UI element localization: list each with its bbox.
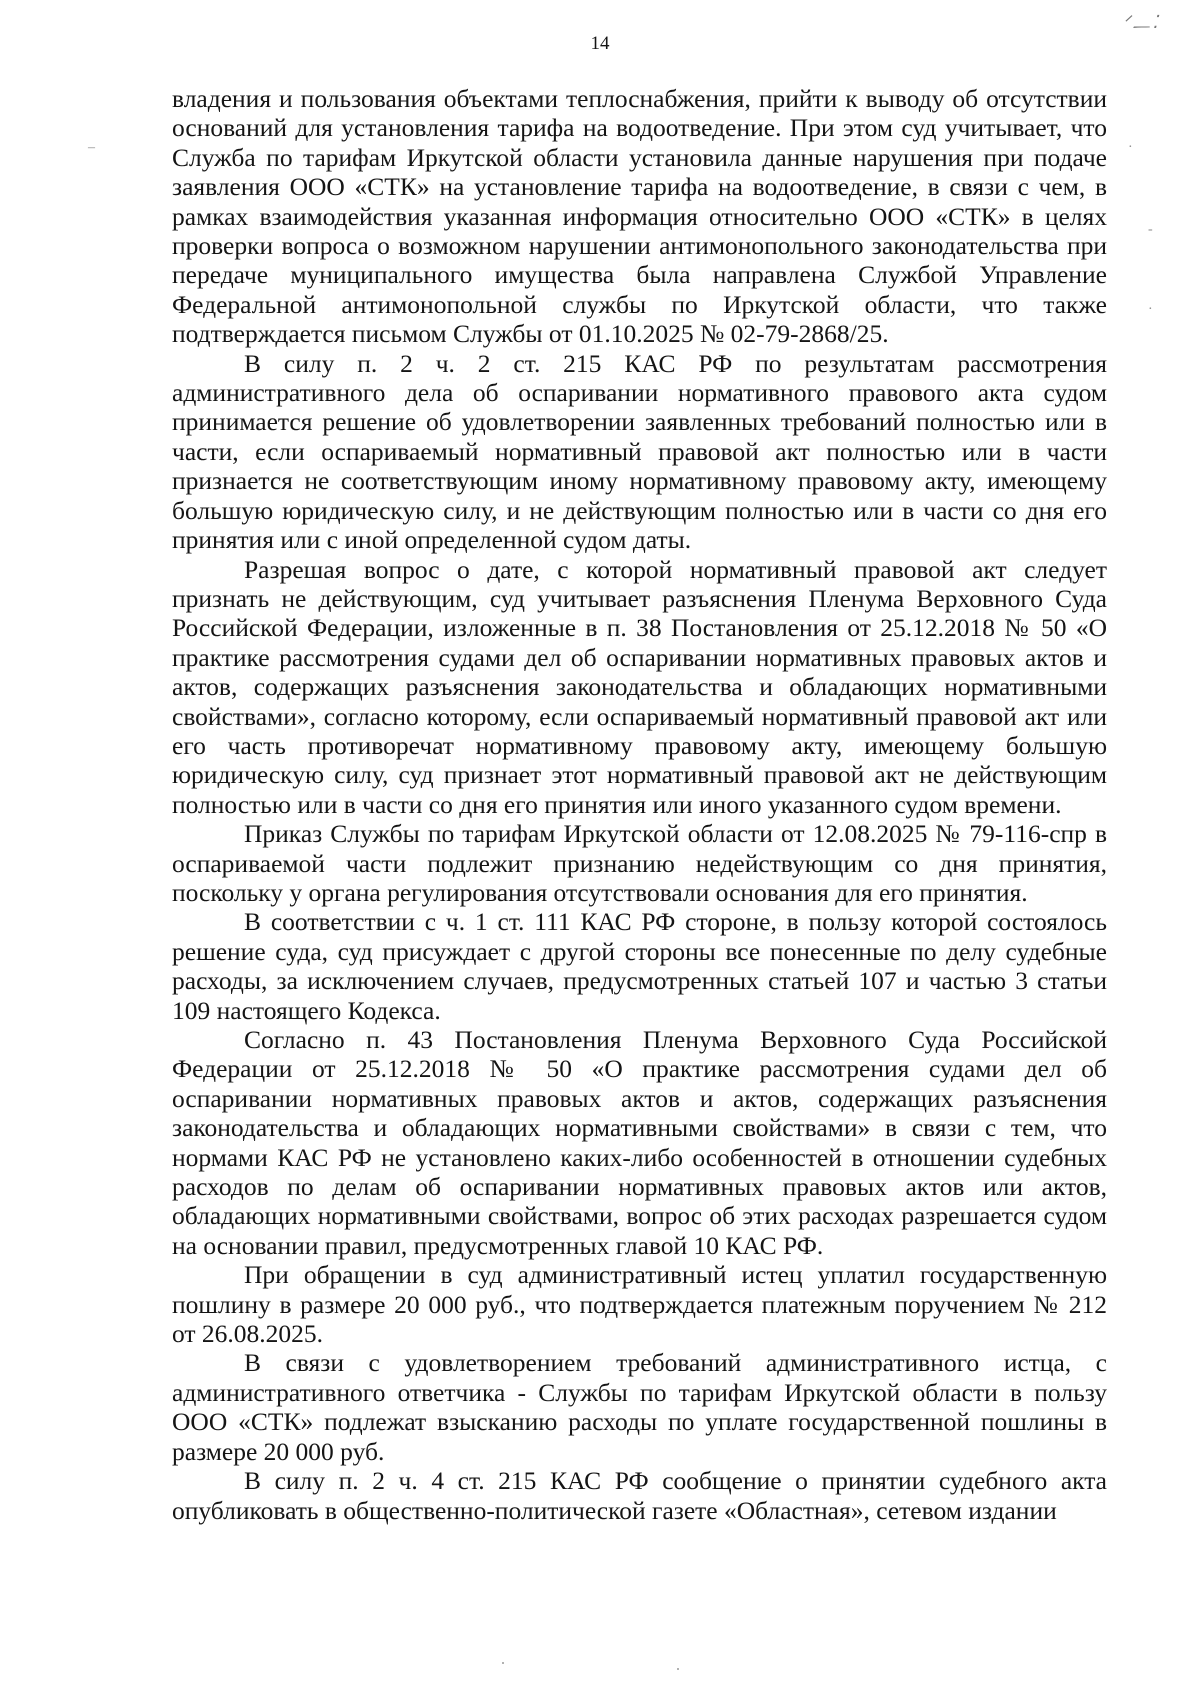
paragraph: В силу п. 2 ч. 4 ст. 215 КАС РФ сообщение о принятии судебного акта опубликовать в общественно-политической газете «Областная», сетевом издании — [172, 1466, 1107, 1525]
paragraph: В силу п. 2 ч. 2 ст. 215 КАС РФ по результатам рассмотрения административного дела об оспаривании нормативного правового акта судом принимается решение об удовлетворении заявленных требований полностью или в части, если оспариваемый нормативный правовой акт полностью или в части признается не соответствующим иному нормативному правовому акту, имеющему большую юридическую силу, и не действующим полностью или в части со дня его принятия или с иной определенной судом даты. — [172, 348, 1107, 555]
paragraph: При обращении в суд административный истец уплатил государственную пошлину в размере 20 000 руб., что подтверждается платежным поручением № 212 от 26.08.2025. — [172, 1260, 1107, 1349]
scan-speck — [677, 1668, 679, 1670]
paragraph: В соответствии с ч. 1 ст. 111 КАС РФ стороне, в пользу которой состоялось решение суда, суд присуждает с другой стороны все понесенные по делу судебные расходы, за исключением случаев, предусмотренных статьей 107 и частью 3 статьи 109 настоящего Кодекса. — [172, 907, 1107, 1025]
document-body — [172, 84, 1107, 1525]
paragraph: Разрешая вопрос о дате, с которой нормативный правовой акт следует признать не действующим, суд учитывает разъяснения Пленума Верховного Суда Российской Федерации, изложенные в п. 38 Постановления от 25.12.2018 № 50 «О практике рассмотрения судами дел об оспаривании нормативных правовых актов и актов, содержащих разъяснения законодательства и обладающих нормативными свойствами», согласно которому, если оспариваемый нормативный правовой акт или его часть противоречат нормативному правовому акту, имеющему большую юридическую силу, суд признает этот нормативный правовой акт не действующим полностью или в части со дня его принятия или иного указанного судом времени. — [172, 554, 1107, 819]
scan-speck — [502, 1662, 504, 1664]
margin-mark: – — [88, 140, 95, 155]
margin-mark: · — [1128, 140, 1133, 155]
page-number: 14 — [590, 33, 610, 54]
handwritten-corner-mark: ᐟ᎗⁚ — [1122, 12, 1160, 32]
margin-mark: - — [1148, 222, 1153, 237]
paragraph: В связи с удовлетворением требований административного истца, с административного ответчика - Службы по тарифам Иркутской области в пользу ООО «СТК» подлежат взысканию расходы по уплате государственной пошлины в размере 20 000 руб. — [172, 1348, 1107, 1466]
paragraph: владения и пользования объектами теплоснабжения, прийти к выводу об отсутствии оснований для установления тарифа на водоотведение. При этом суд учитывает, что Служба по тарифам Иркутской области установила данные нарушения при подаче заявления ООО «СТК» на установление тарифа на водоотведение, в связи с чем, в рамках взаимодействия указанная информация относительно ООО «СТК» в целях проверки вопроса о возможном нарушении антимонопольного законодательства при передаче муниципального имущества была направлена Службой Управление Федеральной антимонопольной службы по Иркутской области, что также подтверждается письмом Службы от 01.10.2025 № 02-79-2868/25. — [172, 84, 1107, 349]
margin-mark: · — [1148, 302, 1153, 317]
paragraph: Приказ Службы по тарифам Иркутской области от 12.08.2025 № 79-116-спр в оспариваемой части подлежит признанию недействующим со дня принятия, поскольку у органа регулирования отсутствовали основания для его принятия. — [172, 819, 1107, 907]
paragraph: Согласно п. 43 Постановления Пленума Верховного Суда Российской Федерации от 25.12.2018 № 50 «О практике рассмотрения судами дел об оспаривании нормативных правовых актов и актов, содержащих разъяснения законодательства и обладающих нормативными свойствами» в связи с тем, что нормами КАС РФ не установлено каких-либо особенностей в отношении судебных расходов по делам об оспаривании нормативных правовых актов или актов, обладающих нормативными свойствами, вопрос об этих расходах разрешается судом на основании правил, предусмотренных главой 10 КАС РФ. — [172, 1025, 1107, 1260]
